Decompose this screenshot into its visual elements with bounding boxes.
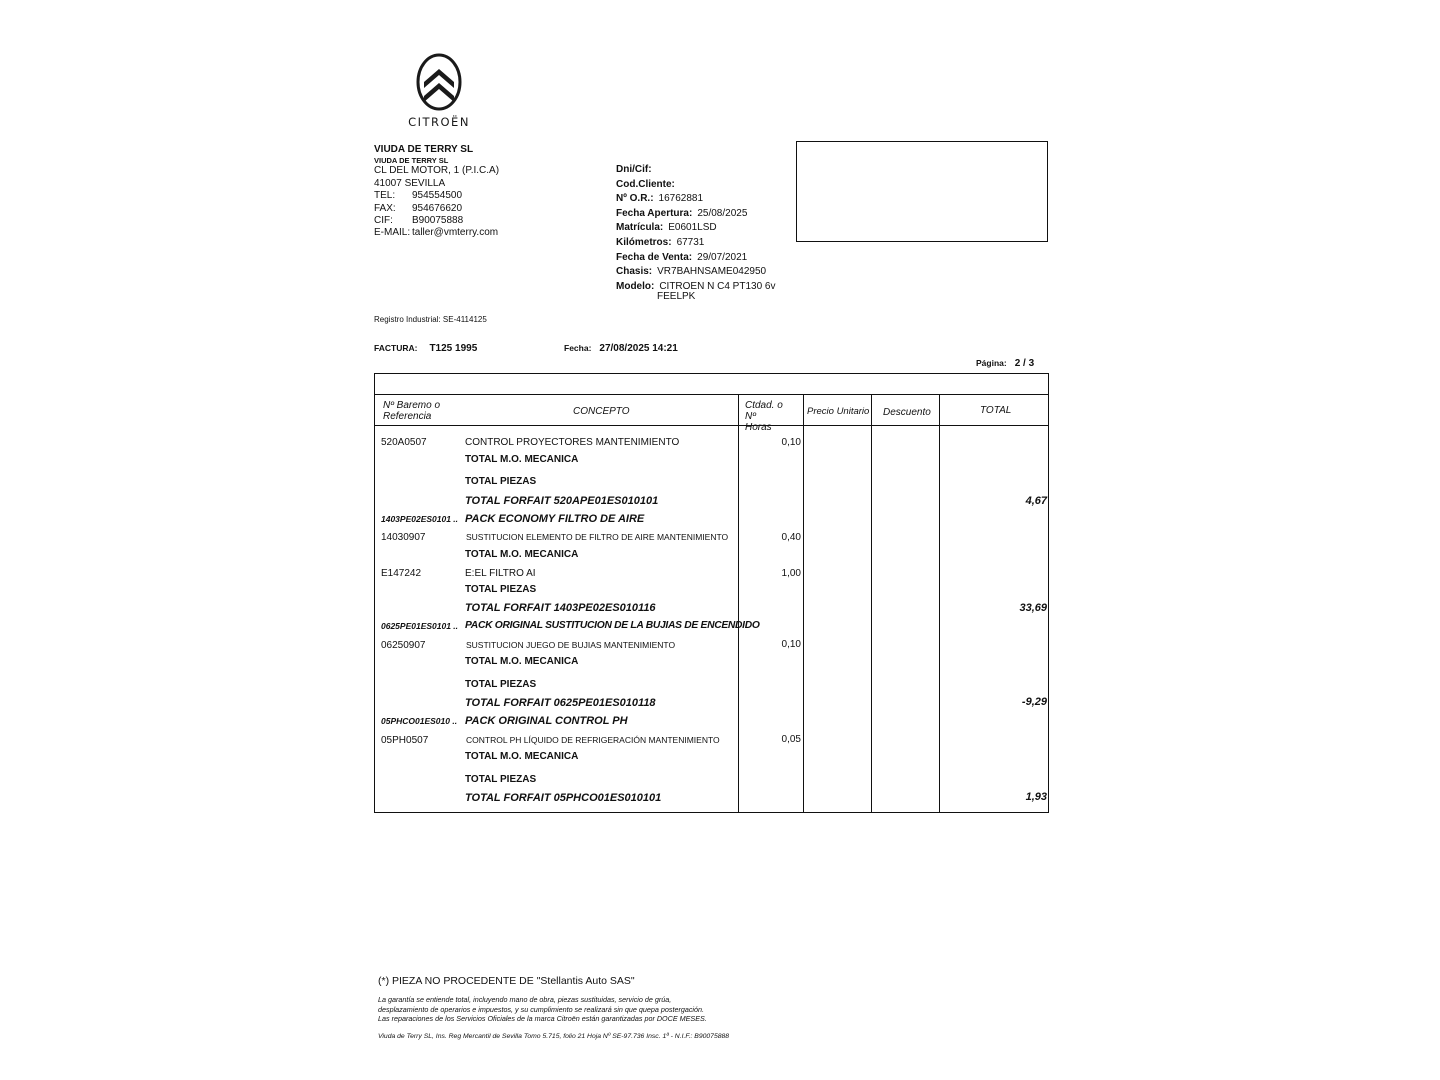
- table-top-divider: [375, 394, 1048, 395]
- line-description: SUSTITUCION ELEMENTO DE FILTRO DE AIRE MANTENIMIENTO: [466, 532, 729, 542]
- invoice-date: Fecha: 27/08/2025 14:21: [564, 343, 678, 354]
- forfait-total-label: TOTAL FORFAIT 05PHCO01ES010101: [465, 792, 662, 804]
- client-address-box: [796, 141, 1048, 242]
- company-fax: FAX: 954676620: [374, 202, 463, 214]
- line-description: CONTROL PROYECTORES MANTENIMIENTO: [465, 437, 680, 448]
- pack-description: PACK ORIGINAL CONTROL PH: [465, 715, 628, 727]
- header-concepto: CONCEPTO: [573, 406, 630, 417]
- table-header-divider: [375, 425, 1048, 426]
- pack-description: PACK ORIGINAL SUSTITUCION DE LA BUJIAS DE ENCENDIDO: [465, 620, 760, 631]
- footer-note: (*) PIEZA NO PROCEDENTE DE "Stellantis Auto SAS": [378, 975, 635, 987]
- line-reference: E147242: [381, 568, 422, 579]
- pack-reference: 1403PE02ES0101 ..: [381, 514, 459, 524]
- forfait-total-value: 33,69: [1019, 602, 1047, 614]
- modelo-field: Modelo: CITROEN N C4 PT130 6v: [616, 280, 776, 292]
- vehicle-info: [616, 163, 775, 305]
- company-address: CL DEL MOTOR, 1 (P.I.C.A): [374, 165, 500, 177]
- cliente-field: Cod.Cliente:: [616, 178, 675, 190]
- line-reference: 06250907: [381, 640, 426, 651]
- registry-text: Viuda de Terry SL, Ins. Reg Mercantil de Sevilla Tomo 5.715, folio 21 Hoja Nº SE-97.736 Insc. 1ª - N.I.F.: B90075888: [378, 1033, 730, 1040]
- company-city: 41007 SEVILLA: [374, 177, 446, 189]
- company-name: VIUDA DE TERRY SL: [374, 144, 474, 155]
- guarantee-text: La garantía se entiende total, incluyendo mano de obra, piezas sustituidas, servicio de grúa, desplazamiento de operarios e impuestos, y su cumplimiento se realizará sin que quepa postergación. Las reparaciones de los Servicios Oficiales de la marca Citroën están garantizadas por DOCE MESES.: [378, 995, 707, 1023]
- line-quantity: 1,00: [781, 568, 801, 579]
- invoice-number: FACTURA: T125 1995: [374, 343, 478, 354]
- subtotal-mo: TOTAL M.O. MECANICA: [465, 549, 579, 560]
- line-description: SUSTITUCION JUEGO DE BUJIAS MANTENIMIENTO: [466, 640, 676, 650]
- column-divider: [871, 394, 872, 812]
- company-subname: VIUDA DE TERRY SL: [374, 156, 449, 166]
- citroen-chevrons-icon: [415, 52, 463, 112]
- pack-reference: 0625PE01ES0101 ..: [381, 621, 459, 631]
- pack-reference: 05PHCO01ES010 ..: [381, 716, 458, 726]
- subtotal-mo: TOTAL M.O. MECANICA: [465, 656, 579, 667]
- forfait-total-label: TOTAL FORFAIT 0625PE01ES010118: [465, 697, 656, 709]
- line-reference: 14030907: [381, 532, 426, 543]
- company-email: E-MAIL: taller@vmterry.com: [374, 227, 499, 239]
- pack-description: PACK ECONOMY FILTRO DE AIRE: [465, 513, 645, 525]
- km-field: Kilómetros: 67731: [616, 236, 705, 248]
- line-quantity: 0,05: [781, 734, 801, 745]
- subtotal-mo: TOTAL M.O. MECANICA: [465, 751, 579, 762]
- brand-name: CITROËN: [408, 115, 470, 129]
- subtotal-mo: TOTAL M.O. MECANICA: [465, 454, 579, 465]
- header-descuento: Descuento: [883, 407, 931, 418]
- forfait-total-value: 4,67: [1025, 495, 1047, 507]
- column-divider: [939, 394, 940, 812]
- modelo-continuation: FEELPK: [657, 291, 696, 303]
- subtotal-piezas: TOTAL PIEZAS: [465, 584, 537, 595]
- company-cif: CIF: B90075888: [374, 215, 464, 227]
- line-quantity: 0,10: [781, 639, 801, 650]
- header-precio: Precio Unitario: [807, 406, 870, 417]
- brand-logo: [402, 52, 476, 129]
- dni-field: Dni/Cif:: [616, 164, 652, 175]
- subtotal-piezas: TOTAL PIEZAS: [465, 679, 537, 690]
- apertura-field: Fecha Apertura: 25/08/2025: [616, 207, 748, 219]
- line-quantity: 0,40: [781, 532, 801, 543]
- subtotal-piezas: TOTAL PIEZAS: [465, 774, 537, 785]
- header-referencia: Nº Baremo o Referencia: [383, 400, 441, 422]
- or-field: Nº O.R.: 16762881: [616, 193, 704, 205]
- line-reference: 05PH0507: [381, 735, 429, 746]
- header-cantidad: Ctdad. o Nº Horas: [745, 400, 783, 433]
- invoice-table: [374, 373, 1049, 813]
- forfait-total-value: 1,93: [1025, 791, 1047, 803]
- forfait-total-value: -9,29: [1021, 696, 1047, 708]
- subtotal-piezas: TOTAL PIEZAS: [465, 476, 537, 487]
- company-info: [374, 144, 499, 240]
- registro-industrial: Registro Industrial: SE-4114125: [374, 315, 487, 324]
- venta-field: Fecha de Venta: 29/07/2021: [616, 251, 748, 263]
- company-tel: TEL: 954554500: [374, 190, 463, 202]
- column-divider: [738, 394, 739, 812]
- line-reference: 520A0507: [381, 437, 427, 448]
- header-total: TOTAL: [980, 405, 1012, 416]
- chasis-field: Chasis: VR7BAHNSAME042950: [616, 266, 767, 278]
- page-number: Página: 2 / 3: [976, 358, 1035, 369]
- line-description: E:EL FILTRO AI: [465, 568, 536, 579]
- forfait-total-label: TOTAL FORFAIT 520APE01ES010101: [465, 495, 659, 507]
- line-description: CONTROL PH LÍQUIDO DE REFRIGERACIÓN MANTENIMIENTO: [466, 735, 720, 745]
- forfait-total-label: TOTAL FORFAIT 1403PE02ES010116: [465, 602, 656, 614]
- line-quantity: 0,10: [781, 437, 801, 448]
- matricula-field: Matrícula: E0601LSD: [616, 222, 717, 234]
- column-divider: [803, 394, 804, 812]
